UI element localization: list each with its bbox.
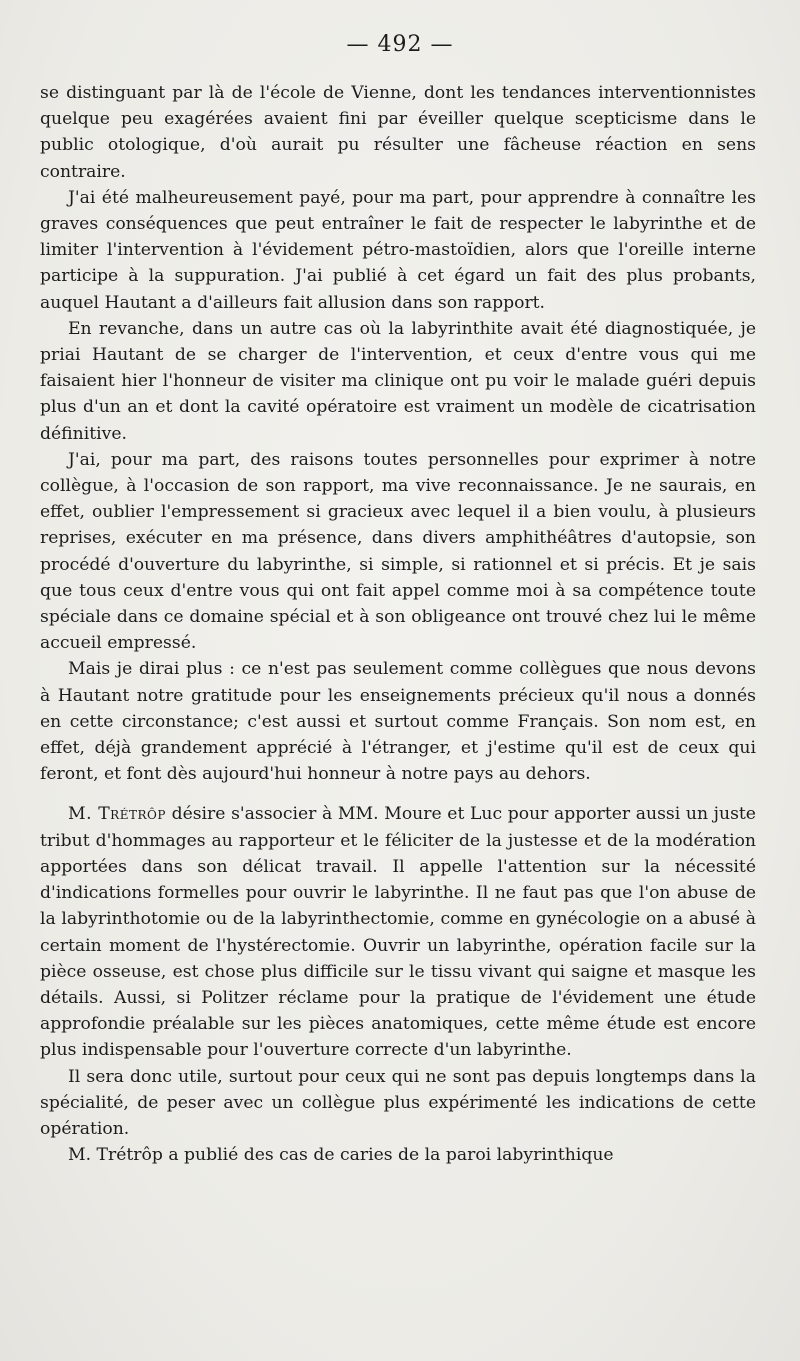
paragraph xyxy=(40,1064,756,1143)
paragraph-text: En revanche, dans un autre cas où la labyrinthite avait été diagnostiquée, je priai Hautant de se charger de l'intervention, et ceux d'entre vous qui me faisaient hier l'honneur de visiter ma clinique ont pu voir le malade guéri depuis plus d'un an et dont la cavité opératoire est vraiment un modèle de cicatrisation définitive. xyxy=(40,318,756,444)
page-number: — 492 — xyxy=(346,32,454,57)
paragraph-text: Il sera donc utile, surtout pour ceux qui ne sont pas depuis longtemps dans la spécialité, de peser avec un collègue plus expérimenté les indications de cette opération. xyxy=(40,1066,756,1139)
paragraph xyxy=(40,447,756,657)
paragraph-text: désire s'associer à MM. Moure et Luc pour apporter aussi un juste tribut d'hommages au rapporteur et le féliciter de la justesse et de la modération apportées dans son délicat travail. Il appelle l'attention sur la nécessité d'indications formelles pour ouvrir le labyrinthe. Il ne faut pas que l'on abuse de la labyrinthotomie ou de la labyrinthectomie, comme en gynécologie on a abusé à certain moment de l'hystérectomie. Ouvrir un labyrinthe, opération facile sur la pièce osseuse, est chose plus difficile sur le tissu vivant qui saigne et masque les détails. Aussi, si Politzer réclame pour la pratique de l'évidement une étude approfondie préalable sur les pièces anatomiques, cette même étude est encore plus indispensable pour l'ouverture correcte d'un labyrinthe. xyxy=(40,804,756,1061)
speaker-name: M. Trétrôp xyxy=(68,804,166,825)
paragraph-text: J'ai été malheureusement payé, pour ma part, pour apprendre à connaître les graves conséquences que peut entraîner le fait de respecter le labyrinthe et de limiter l'intervention à l'évidement pétro-mastoïdien, alors que l'oreille interne participe à la suppuration. J'ai publié à cet égard un fait des plus probants, auquel Hautant a d'ailleurs fait allusion dans son rapport. xyxy=(40,187,756,313)
paragraph-text: M. Trétrôp a publié des cas de caries de la paroi labyrinthique xyxy=(68,1145,614,1166)
body-text xyxy=(40,80,756,1168)
paragraph-text: se distinguant par là de l'école de Vienne, dont les tendances interventionnistes quelque peu exagérées avaient fini par éveiller quelque scepticisme dans le public otologique, d'où aurait pu résulter une fâcheuse réaction en sens contraire. xyxy=(40,83,756,182)
paragraph xyxy=(40,801,756,1063)
paragraph-text: Mais je dirai plus : ce n'est pas seulement comme collègues que nous devons à Hautant notre gratitude pour les enseignements précieux qu'il nous a donnés en cette circonstance; c'est aussi et surtout comme Français. Son nom est, en effet, déjà grandement apprécié à l'étranger, et j'estime qu'il est de ceux qui feront, et font dès aujourd'hui honneur à notre pays au dehors. xyxy=(40,659,756,785)
paragraph xyxy=(40,1142,756,1168)
paragraph-text: J'ai, pour ma part, des raisons toutes personnelles pour exprimer à notre collègue, à l'occasion de son rapport, ma vive reconnaissance. Je ne saurais, en effet, oublier l'empressement si gracieux avec lequel il a bien voulu, à plusieurs reprises, exécuter en ma présence, dans divers amphithéâtres d'autopsie, son procédé d'ouverture du labyrinthe, si simple, si rationnel et si précis. Et je sais que tous ceux d'entre vous qui ont fait appel comme moi à sa compétence toute spéciale dans ce domaine spécial et à son obligeance ont trouvé chez lui le même accueil empressé. xyxy=(40,449,756,654)
paragraph xyxy=(40,80,756,185)
paragraph xyxy=(40,316,756,447)
paragraph xyxy=(40,656,756,787)
paragraph xyxy=(40,185,756,316)
